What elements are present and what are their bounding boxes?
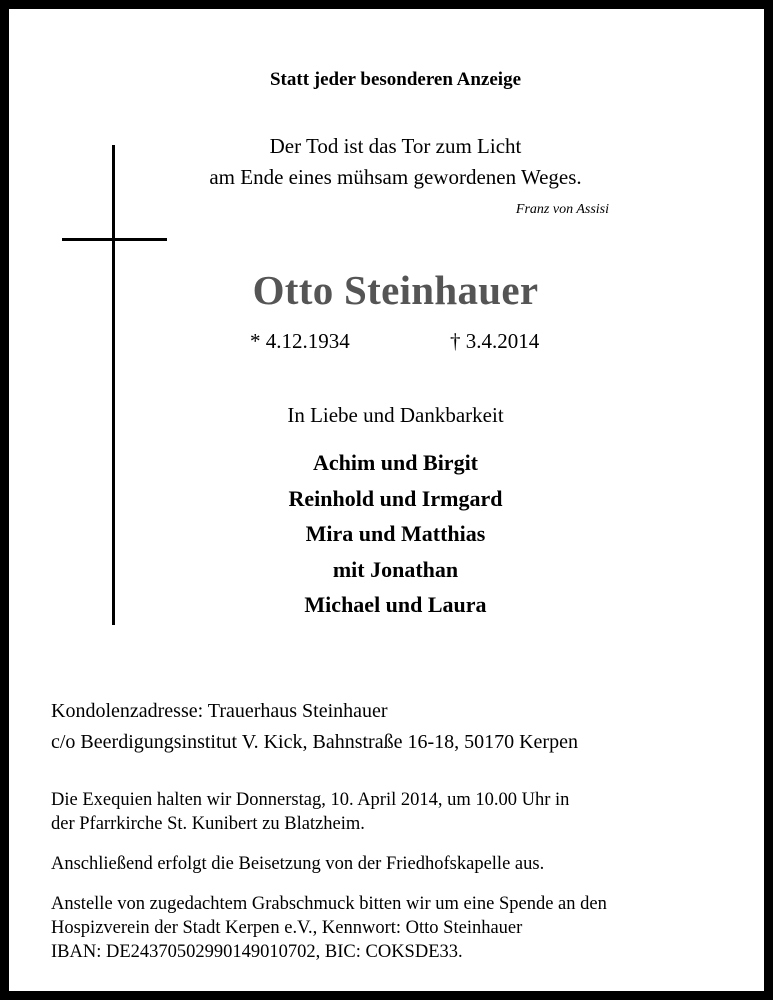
burial-info [51, 852, 741, 876]
mourners-list [9, 445, 773, 623]
deceased-name: Otto Steinhauer [252, 267, 539, 313]
notice-headline: Statt jeder besonderen Anzeige [269, 69, 522, 90]
quote-line: am Ende eines mühsam gewordenen Weges. [209, 165, 582, 189]
cross-horizontal-bar [62, 238, 167, 241]
funeral-service-info [51, 788, 741, 836]
text-line: Anschließend erfolgt die Beisetzung von der Friedhofskapelle aus. [51, 854, 545, 874]
text-line: Die Exequien halten wir Donnerstag, 10. April 2014, um 10.00 Uhr in [51, 790, 570, 810]
condolence-line: c/o Beerdigungsinstitut V. Kick, Bahnstraße 16-18, 50170 Kerpen [51, 731, 578, 753]
condolence-line: Kondolenzadresse: Trauerhaus Steinhauer [51, 700, 388, 722]
death-date: † 3.4.2014 [450, 329, 540, 353]
quote [9, 131, 773, 193]
text-line: Hospizverein der Stadt Kerpen e.V., Kennwort: Otto Steinhauer [51, 918, 523, 938]
mourner-line: Reinhold und Irmgard [288, 485, 503, 511]
dedication: In Liebe und Dankbarkeit [287, 403, 504, 427]
mourner-line: Michael und Laura [304, 592, 487, 617]
birth-date: * 4.12.1934 [250, 329, 350, 353]
quote-line: Der Tod ist das Tor zum Licht [269, 134, 522, 158]
mourner-line: Mira und Matthias [305, 521, 486, 546]
mourner-line: mit Jonathan [332, 556, 459, 582]
text-line: Anstelle von zugedachtem Grabschmuck bitten wir um eine Spende an den [51, 894, 607, 914]
quote-author: Franz von Assisi [515, 202, 609, 217]
mourner-line: Achim und Birgit [312, 450, 479, 475]
condolence-address [51, 696, 578, 758]
text-line: IBAN: DE24370502990149010702, BIC: COKSDE33. [51, 942, 463, 962]
donation-info [51, 892, 741, 964]
text-line: der Pfarrkirche St. Kunibert zu Blatzheim. [51, 814, 365, 834]
